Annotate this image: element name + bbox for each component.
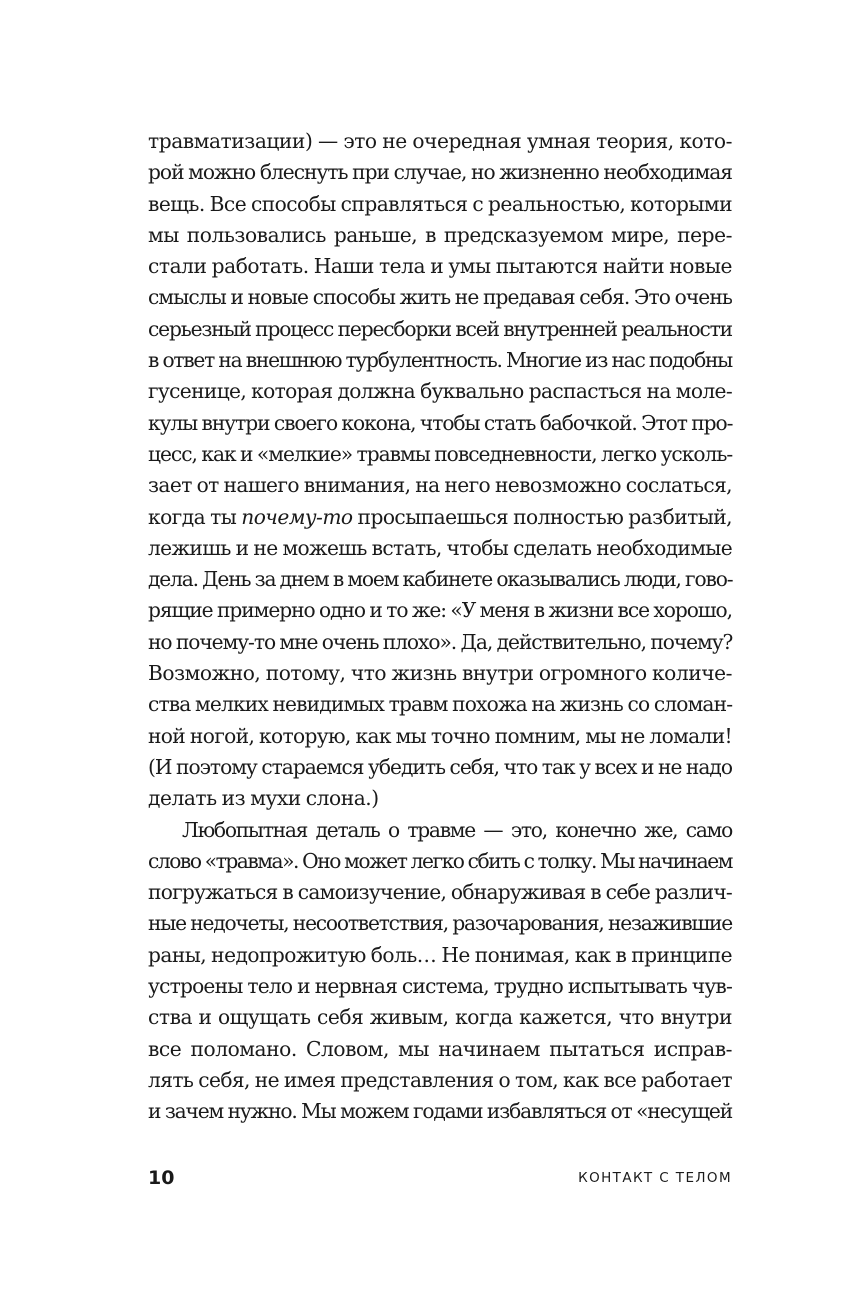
- paragraph-first-line: Любопытная деталь о травме — это, конечно же, само: [182, 817, 732, 842]
- text-line: все поломано. Словом, мы начинаем пытаться исправ-: [148, 1036, 732, 1061]
- text-line: погружаться в самоизучение, обнаруживая в себе различ-: [148, 880, 732, 905]
- text-line: серьезный процесс пересборки всей внутренней реальности: [148, 316, 732, 341]
- text-line: стали работать. Наши тела и умы пытаются найти новые: [148, 254, 732, 279]
- text-line: вещь. Все способы справляться с реальностью, которыми: [148, 191, 732, 216]
- text-line: травматизации) — это не очередная умная теория, кото-: [148, 129, 732, 153]
- text-line: дела. День за днем в моем кабинете оказывались люди, гово-: [148, 567, 733, 592]
- text-line: ства и ощущать себя живым, когда кажется, что внутри: [148, 1005, 732, 1030]
- paragraph-last-line: делать из мухи слона.): [148, 786, 379, 811]
- text-line: зает от нашего внимания, на него невозможно сослаться,: [148, 473, 732, 498]
- text-line: ства мелких невидимых травм похожа на жизнь со сломан-: [148, 692, 733, 717]
- text-line: и зачем нужно. Мы можем годами избавляться от «несущей: [148, 1099, 732, 1124]
- body-text: [148, 126, 732, 1128]
- page-number: 10: [148, 1167, 175, 1189]
- text-line: лежишь и не можешь встать, чтобы сделать необходимые: [148, 535, 732, 560]
- text-line-with-emphasis: [148, 502, 732, 533]
- text-segment: просыпаешься полностью разбитый,: [352, 504, 733, 529]
- text-line: мы пользовались раньше, в предсказуемом мире, пере-: [148, 222, 732, 247]
- text-line: Возможно, потому, что жизнь внутри огромного количе-: [148, 661, 732, 686]
- page-footer: [148, 1163, 732, 1193]
- italic-emphasis: почему-то: [241, 504, 353, 529]
- text-line: лять себя, не имея представления о том, как все работает: [148, 1067, 732, 1092]
- text-line: рящие примерно одно и то же: «У меня в жизни все хорошо,: [148, 598, 732, 623]
- text-line: но почему-то мне очень плохо». Да, действительно, почему?: [148, 629, 733, 654]
- text-segment: когда ты: [148, 504, 242, 529]
- text-line: раны, недопрожитую боль… Не понимая, как в принципе: [148, 942, 732, 967]
- text-line: в ответ на внешнюю турбулентность. Многие из нас подобны: [148, 348, 732, 373]
- text-line: устроены тело и нервная система, трудно испытывать чув-: [148, 974, 732, 999]
- text-line: рой можно блеснуть при случае, но жизненно необходимая: [148, 160, 732, 185]
- text-line: (И поэтому стараемся убедить себя, что так у всех и не надо: [148, 754, 732, 779]
- running-header: КОНТАКТ С ТЕЛОМ: [578, 1170, 732, 1186]
- text-line: смыслы и новые способы жить не предавая себя. Это очень: [148, 285, 732, 310]
- text-line: гусенице, которая должна буквально распасться на моле-: [148, 379, 732, 404]
- text-line: цесс, как и «мелкие» травмы повседневности, легко усколь-: [148, 441, 733, 466]
- text-line: кулы внутри своего кокона, чтобы стать бабочкой. Этот про-: [148, 410, 733, 435]
- text-line: ной ногой, которую, как мы точно помним, мы не ломали!: [148, 723, 732, 748]
- text-line: ные недочеты, несоответствия, разочарования, незажившие: [148, 911, 732, 936]
- text-line: слово «травма». Оно может легко сбить с толку. Мы начинаем: [148, 848, 732, 873]
